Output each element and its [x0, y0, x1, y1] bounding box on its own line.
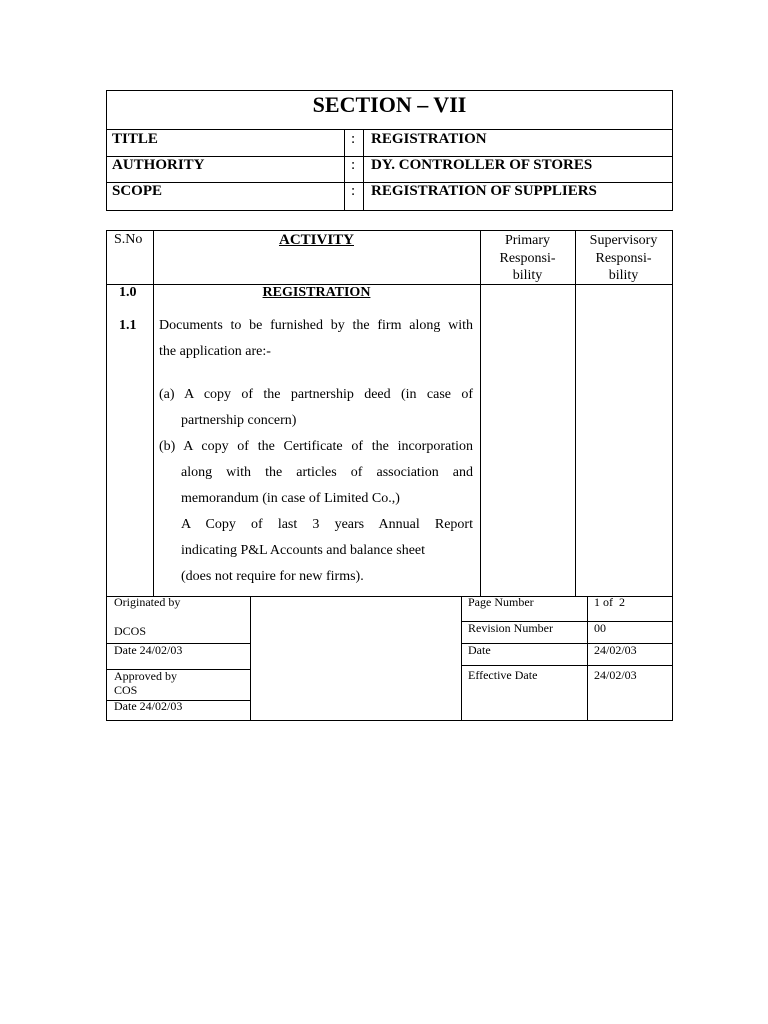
- activity-text-line: memorandum (in case of Limited Co.,): [181, 491, 400, 506]
- approved-by-label: Approved by: [114, 669, 177, 683]
- column-header-primary-line: Responsi-: [499, 250, 556, 266]
- activity-text-line: Documents to be furnished by the firm along with: [159, 318, 473, 333]
- column-header-activity: ACTIVITY: [278, 232, 354, 248]
- section-title: SECTION – VII: [312, 92, 467, 117]
- divider: [480, 230, 481, 596]
- header-value-authority: DY. CONTROLLER OF STORES: [371, 157, 593, 173]
- activity-text-line: (a) A copy of the partnership deed (in case of: [159, 387, 473, 402]
- revision-number-label: Revision Number: [468, 621, 553, 635]
- column-header-supervisory-line: Supervisory: [589, 233, 658, 248]
- divider: [587, 596, 588, 721]
- row-number: 1.0: [119, 285, 137, 300]
- column-header-supervisory-line: bility: [608, 268, 639, 283]
- divider: [363, 129, 364, 211]
- header-value-scope: REGISTRATION OF SUPPLIERS: [371, 183, 597, 199]
- activity-text-line: (b) A copy of the Certificate of the incorporation: [159, 439, 473, 454]
- revision-number-value: 00: [594, 621, 606, 635]
- row-heading: REGISTRATION: [262, 285, 371, 300]
- activity-text-line: along with the articles of association and: [181, 465, 473, 480]
- header-label-scope: SCOPE: [112, 183, 163, 199]
- divider: [106, 129, 673, 130]
- originated-by-label: Originated by: [114, 595, 181, 609]
- column-header-sno: S.No: [114, 232, 143, 247]
- effective-date-label: Effective Date: [468, 668, 538, 682]
- column-header-supervisory: [575, 232, 672, 285]
- activity-text-line: partnership concern): [181, 413, 297, 428]
- column-header-primary-line: bility: [512, 268, 543, 283]
- approved-by-value: COS: [114, 683, 138, 697]
- divider: [575, 230, 576, 596]
- divider: [461, 643, 673, 644]
- header-label-title: TITLE: [112, 131, 158, 147]
- originated-by-value: DCOS: [114, 624, 147, 638]
- activity-text-line: indicating P&L Accounts and balance sheet: [181, 543, 426, 558]
- column-header-supervisory-line: Responsi-: [595, 250, 652, 266]
- date-label: Date: [468, 643, 491, 657]
- activity-text-line: (does not require for new firms).: [181, 569, 364, 584]
- activity-text-line: A Copy of last 3 years Annual Report: [181, 517, 473, 532]
- column-header-primary: [480, 232, 575, 285]
- row-number: 1.1: [119, 318, 137, 333]
- header-label-authority: AUTHORITY: [112, 157, 205, 173]
- header-separator: :: [351, 157, 356, 173]
- originated-date: Date 24/02/03: [114, 643, 183, 657]
- header-value-title: REGISTRATION: [371, 131, 487, 147]
- effective-date-value: 24/02/03: [594, 668, 637, 682]
- activity-text-line: the application are:-: [159, 344, 271, 359]
- date-value: 24/02/03: [594, 643, 637, 657]
- divider: [461, 596, 462, 721]
- divider: [250, 596, 251, 721]
- column-header-primary-line: Primary: [504, 233, 551, 248]
- divider: [344, 129, 345, 211]
- page-number-label: Page Number: [468, 595, 534, 609]
- header-separator: :: [351, 131, 356, 147]
- approved-date: Date 24/02/03: [114, 699, 183, 713]
- page-number-value: 1 of 2: [594, 595, 625, 609]
- divider: [461, 665, 673, 666]
- header-separator: :: [351, 183, 356, 199]
